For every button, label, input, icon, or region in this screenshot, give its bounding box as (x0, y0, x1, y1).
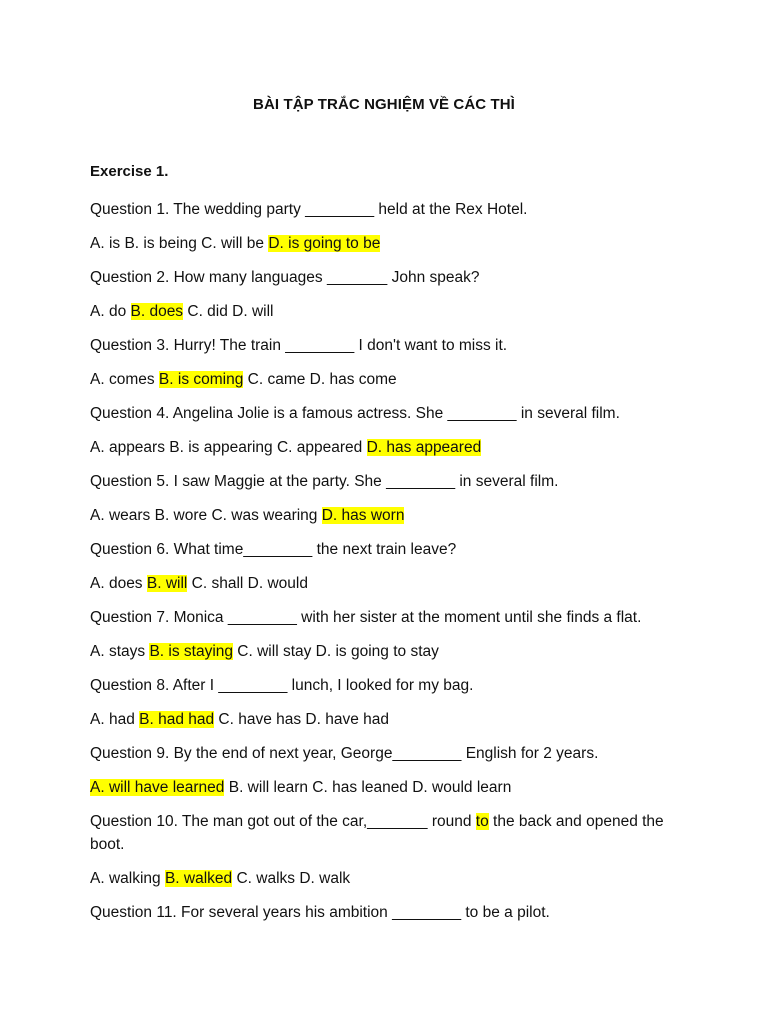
question-line (90, 674, 680, 697)
line-text: C. came D. has come (243, 371, 397, 388)
exercise-heading: Exercise 1. (90, 163, 169, 180)
line-text: A. stays (90, 643, 150, 660)
highlighted-answer: D. has appeared (366, 439, 482, 456)
line-text: the back and opened the boot. (90, 813, 664, 853)
answer-options-line (90, 368, 680, 391)
line-text: Question 5. I saw Maggie at the party. She ________ in several film. (90, 473, 559, 490)
question-line (90, 810, 680, 856)
line-text: C. have has D. have had (214, 711, 390, 728)
document-title: BÀI TẬP TRẮC NGHIỆM VỀ CÁC THÌ (253, 96, 515, 113)
highlighted-answer: B. will (146, 575, 188, 592)
line-text: A. does (90, 575, 147, 592)
question-line (90, 606, 680, 629)
answer-options-line (90, 300, 680, 323)
line-text: Question 9. By the end of next year, George________ English for 2 years. (90, 745, 599, 762)
highlighted-answer: B. walked (164, 870, 233, 887)
highlighted-answer: B. is staying (149, 643, 233, 660)
question-line (90, 901, 680, 924)
line-text: C. did D. will (183, 303, 274, 320)
line-text: B. will learn C. has leaned D. would learn (224, 779, 512, 796)
question-line (90, 402, 680, 425)
question-line (90, 742, 680, 765)
line-text: Question 7. Monica ________ with her sister at the moment until she finds a flat. (90, 609, 642, 626)
line-text: A. walking (90, 870, 165, 887)
answer-options-line (90, 776, 680, 799)
line-text: Question 4. Angelina Jolie is a famous actress. She ________ in several film. (90, 405, 620, 422)
line-text: Question 2. How many languages _______ John speak? (90, 269, 480, 286)
line-text: C. will stay D. is going to stay (233, 643, 439, 660)
answer-options-line (90, 708, 680, 731)
line-text: A. do (90, 303, 131, 320)
question-line (90, 198, 680, 221)
line-text: A. comes (90, 371, 159, 388)
line-text: Question 11. For several years his ambition ________ to be a pilot. (90, 904, 550, 921)
question-line (90, 266, 680, 289)
answer-options-line (90, 504, 680, 527)
highlighted-answer: B. is coming (158, 371, 244, 388)
highlighted-answer: B. does (130, 303, 184, 320)
line-text: C. shall D. would (187, 575, 308, 592)
line-text: A. had (90, 711, 140, 728)
highlighted-answer: B. had had (139, 711, 215, 728)
highlighted-answer: A. will have learned (90, 779, 225, 796)
line-text: A. wears B. wore C. was wearing (90, 507, 322, 524)
answer-options-line (90, 867, 680, 890)
question-list (90, 198, 680, 935)
line-text: Question 8. After I ________ lunch, I looked for my bag. (90, 677, 474, 694)
line-text: Question 1. The wedding party ________ held at the Rex Hotel. (90, 201, 528, 218)
answer-options-line (90, 232, 680, 255)
highlighted-answer: D. is going to be (268, 235, 381, 252)
question-line (90, 538, 680, 561)
line-text: Question 6. What time________ the next train leave? (90, 541, 457, 558)
highlighted-answer: D. has worn (321, 507, 405, 524)
highlighted-answer: to (475, 813, 489, 830)
line-text: A. appears B. is appearing C. appeared (90, 439, 367, 456)
line-text: C. walks D. walk (232, 870, 351, 887)
line-text: Question 3. Hurry! The train ________ I don't want to miss it. (90, 337, 508, 354)
line-text: Question 10. The man got out of the car,_______ round (90, 813, 476, 830)
answer-options-line (90, 436, 680, 459)
question-line (90, 470, 680, 493)
question-line (90, 334, 680, 357)
answer-options-line (90, 640, 680, 663)
line-text: A. is B. is being C. will be (90, 235, 269, 252)
answer-options-line (90, 572, 680, 595)
